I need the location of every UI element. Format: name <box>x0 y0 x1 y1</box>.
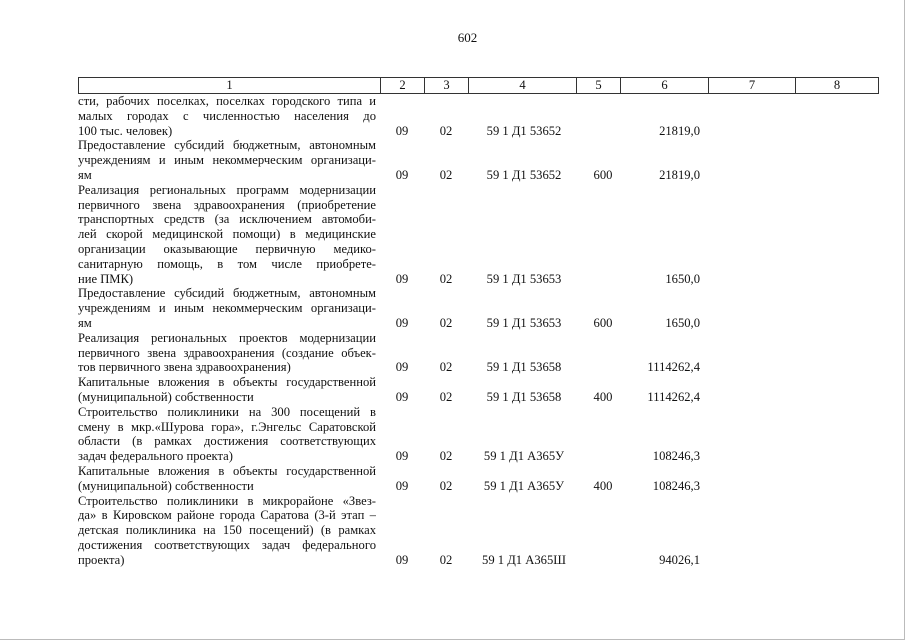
description-line: задач федерального проекта) <box>78 449 233 464</box>
cell-col-2: 09 <box>395 315 409 330</box>
description-line: организации оказывающие первичную медико- <box>78 241 376 256</box>
description-line: Предоставление субсидий бюджетным, автономным <box>78 286 376 301</box>
row-description <box>78 286 380 330</box>
column-header-4: 4 <box>469 78 577 93</box>
cell-col-6: 21819,0 <box>659 123 700 138</box>
description-line: лей скорой медицинской помощи) в медицинские <box>78 227 376 242</box>
cell-col-3: 02 <box>439 449 453 464</box>
cell-col-2: 09 <box>395 478 409 493</box>
description-line: Капитальные вложения в объекты государственной <box>78 463 376 478</box>
table-row <box>78 138 877 182</box>
column-header-5: 5 <box>577 78 621 93</box>
description-line: сти, рабочих поселках, поселках городского типа и <box>78 94 376 108</box>
description-line: области (в рамках достижения соответствующих <box>78 434 376 449</box>
cell-col-8 <box>795 316 877 331</box>
cell-col-6: 1650,0 <box>665 315 700 330</box>
cell-col-8 <box>795 272 877 287</box>
table-row <box>78 464 877 494</box>
row-description <box>78 94 380 138</box>
cell-col-8 <box>795 479 877 494</box>
row-description <box>78 375 380 405</box>
cell-col-7 <box>708 449 795 464</box>
cell-col-5: 600 <box>593 167 613 182</box>
cell-col-5 <box>576 360 620 375</box>
cell-col-7 <box>708 168 795 183</box>
cell-col-4: 59 1 Д1 53658 <box>486 360 562 375</box>
table-row <box>78 494 877 568</box>
cell-col-2: 09 <box>395 167 409 182</box>
cell-col-5 <box>576 553 620 568</box>
cell-col-6: 1114262,4 <box>647 389 700 404</box>
cell-col-7 <box>708 479 795 494</box>
cell-col-3: 02 <box>439 389 453 404</box>
cell-col-8 <box>795 390 877 405</box>
cell-col-3: 02 <box>439 123 453 138</box>
cell-col-4: 59 1 Д1 53652 <box>486 167 562 182</box>
cell-col-7 <box>708 553 795 568</box>
description-line: Предоставление субсидий бюджетным, автономным <box>78 138 376 153</box>
row-description <box>78 405 380 464</box>
cell-col-6: 1650,0 <box>665 271 700 286</box>
cell-col-5: 400 <box>593 478 613 493</box>
row-description <box>78 464 380 494</box>
cell-col-4: 59 1 Д1 53653 <box>486 271 562 286</box>
cell-col-7 <box>708 360 795 375</box>
table-row <box>78 331 877 375</box>
cell-col-2: 09 <box>395 389 409 404</box>
description-line: транспортных средств (за исключением автомоби- <box>78 212 376 227</box>
cell-col-7 <box>708 124 795 139</box>
cell-col-2: 09 <box>395 552 409 567</box>
cell-col-4: 59 1 Д1 53653 <box>486 315 562 330</box>
cell-col-3: 02 <box>439 271 453 286</box>
cell-col-3: 02 <box>439 315 453 330</box>
column-header-7: 7 <box>709 78 796 93</box>
cell-col-5: 600 <box>593 315 613 330</box>
cell-col-3: 02 <box>439 360 453 375</box>
cell-col-4: 59 1 Д1 А365У <box>483 449 565 464</box>
description-line: ям <box>78 315 92 330</box>
cell-col-8 <box>795 168 877 183</box>
column-header-3: 3 <box>425 78 469 93</box>
description-line: ние ПМК) <box>78 271 134 286</box>
description-line: достижения соответствующих задач федерального <box>78 537 376 552</box>
description-line: первичного звена здравоохранения (приобретение <box>78 197 376 212</box>
description-line: Реализация региональных проектов модернизации <box>78 330 376 345</box>
description-line: санитарную помощь, в том числе приобрете- <box>78 256 376 271</box>
cell-col-2: 09 <box>395 360 409 375</box>
table-row <box>78 375 877 405</box>
cell-col-2: 09 <box>395 271 409 286</box>
cell-col-7 <box>708 390 795 405</box>
column-header-1: 1 <box>79 78 381 93</box>
page-number: 602 <box>457 30 478 45</box>
cell-col-7 <box>708 272 795 287</box>
cell-col-5 <box>576 449 620 464</box>
row-description <box>78 331 380 375</box>
cell-col-8 <box>795 449 877 464</box>
cell-col-5 <box>576 272 620 287</box>
column-header-2: 2 <box>381 78 425 93</box>
table-row <box>78 286 877 330</box>
cell-col-5: 400 <box>593 389 613 404</box>
cell-col-4: 59 1 Д1 53652 <box>486 123 562 138</box>
table-row <box>78 405 877 464</box>
description-line: смену в мкр.«Шурова гора», г.Энгельс Саратовской <box>78 419 376 434</box>
cell-col-7 <box>708 316 795 331</box>
cell-col-2: 09 <box>395 449 409 464</box>
row-description <box>78 494 380 568</box>
cell-col-6: 1114262,4 <box>647 360 700 375</box>
cell-col-8 <box>795 124 877 139</box>
description-line: учреждениям и иным некоммерческим организаци- <box>78 301 376 316</box>
cell-col-5 <box>576 124 620 139</box>
description-line: Реализация региональных программ модернизации <box>78 182 376 197</box>
cell-col-6: 21819,0 <box>659 167 700 182</box>
row-description <box>78 183 380 287</box>
cell-col-3: 02 <box>439 167 453 182</box>
row-description <box>78 138 380 182</box>
description-line: 100 тыс. человек) <box>78 123 173 138</box>
cell-col-6: 94026,1 <box>659 552 700 567</box>
column-header-6: 6 <box>621 78 709 93</box>
description-line: (муниципальной) собственности <box>78 478 254 493</box>
description-line: Строительство поликлиники на 300 посещений в <box>78 404 376 419</box>
cell-col-4: 59 1 Д1 53658 <box>486 389 562 404</box>
description-line: первичного звена здравоохранения (создание объек- <box>78 345 376 360</box>
cell-col-4: 59 1 Д1 А365У <box>483 478 565 493</box>
description-line: детская поликлиника на 150 посещений) (в рамках <box>78 523 376 538</box>
cell-col-2: 09 <box>395 123 409 138</box>
description-line: малых городах с численностью населения до <box>78 108 376 123</box>
description-line: учреждениям и иным некоммерческим организаци- <box>78 153 376 168</box>
cell-col-3: 02 <box>439 478 453 493</box>
cell-col-8 <box>795 360 877 375</box>
cell-col-4: 59 1 Д1 А365Ш <box>482 552 566 567</box>
cell-col-6: 108246,3 <box>652 449 700 464</box>
description-line: да» в Кировском районе города Саратова (3-й этап – <box>78 508 376 523</box>
description-line: (муниципальной) собственности <box>78 389 254 404</box>
cell-col-3: 02 <box>439 552 453 567</box>
description-line: проекта) <box>78 552 125 567</box>
description-line: тов первичного звена здравоохранения) <box>78 360 291 375</box>
description-line: Капитальные вложения в объекты государственной <box>78 375 376 390</box>
table-header <box>78 77 879 94</box>
table-row <box>78 183 877 287</box>
table-body <box>78 94 877 568</box>
cell-col-8 <box>795 553 877 568</box>
table-row <box>78 94 877 138</box>
column-header-8: 8 <box>833 78 841 92</box>
cell-col-6: 108246,3 <box>652 478 700 493</box>
description-line: ям <box>78 167 92 182</box>
description-line: Строительство поликлиники в микрорайоне «Звез- <box>78 493 376 508</box>
